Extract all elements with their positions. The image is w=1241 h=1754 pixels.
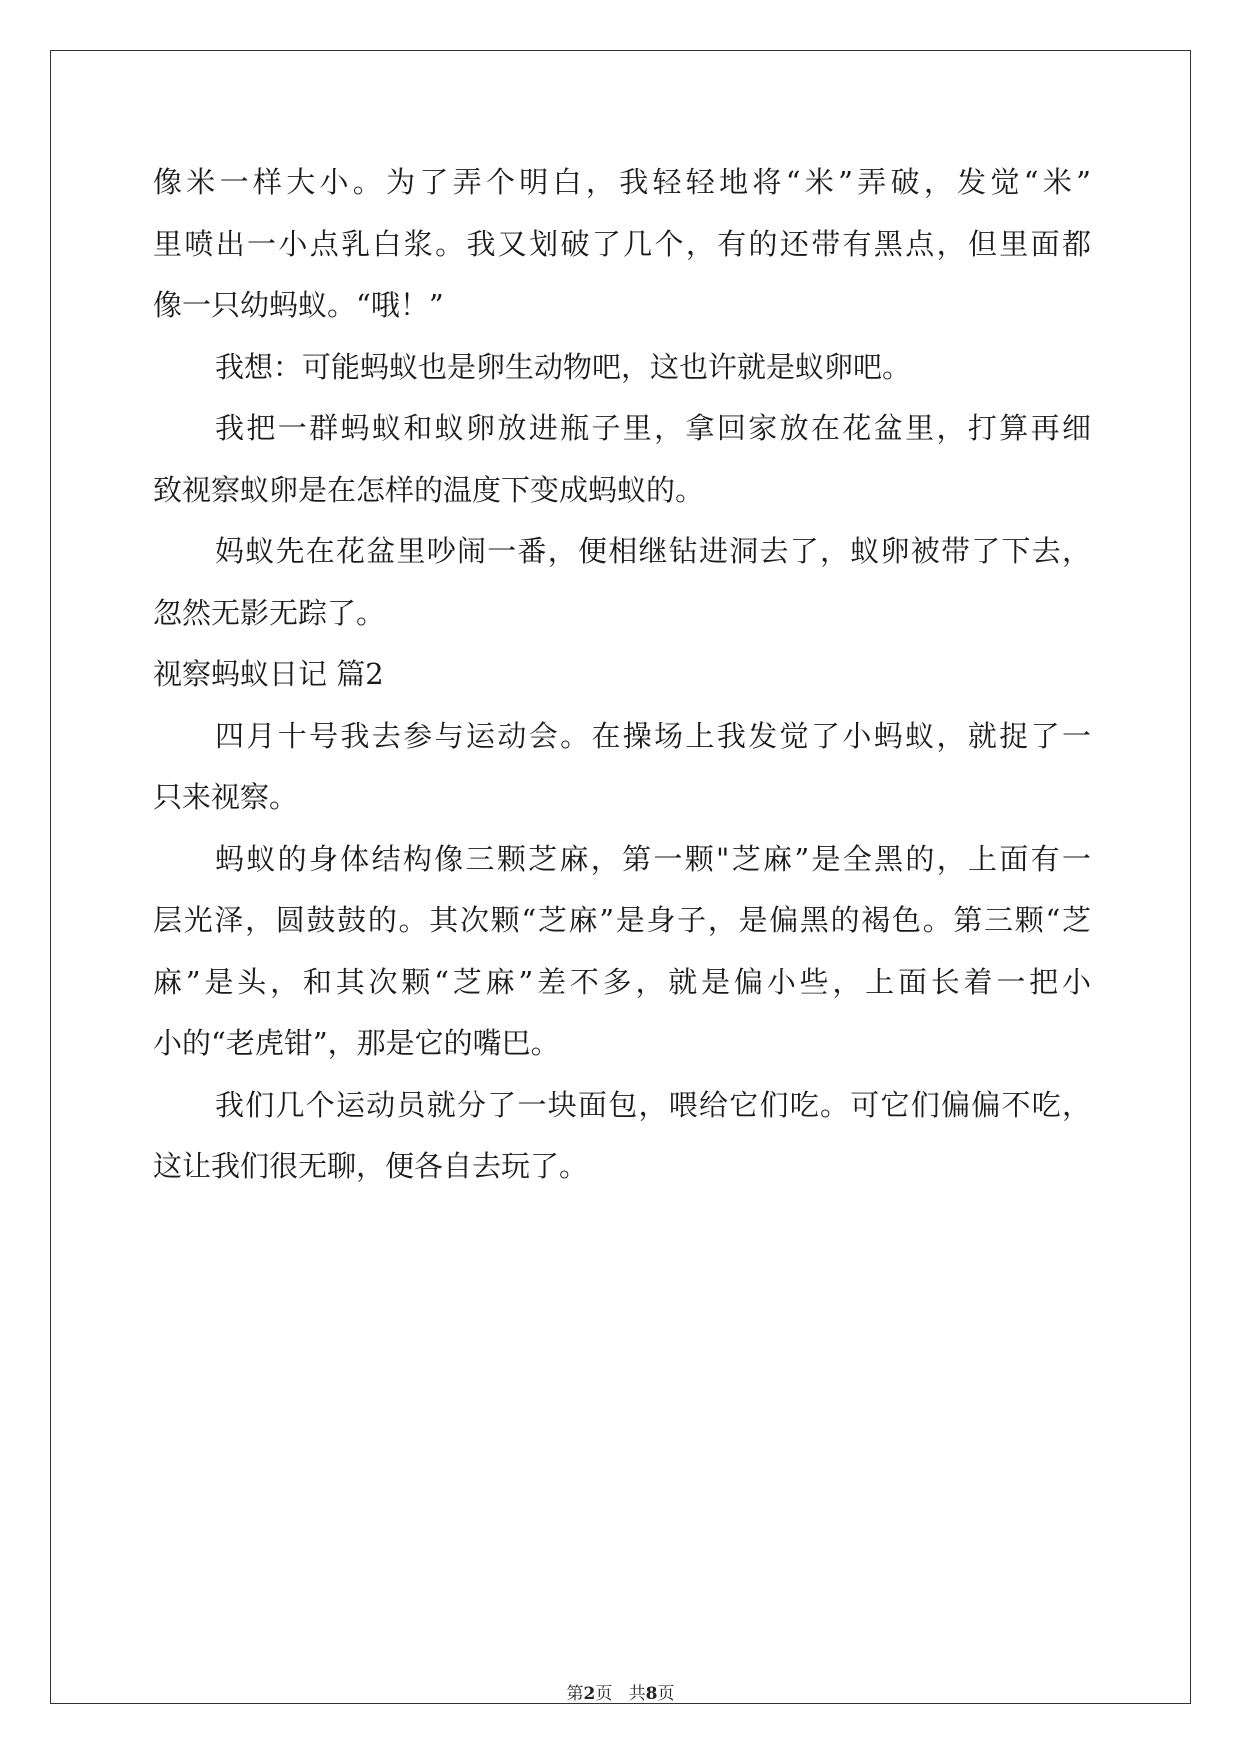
paragraph-line: 层光泽，圆鼓鼓的。其次颗“芝麻”是身子，是偏黑的褐色。第三颗“芝 xyxy=(153,903,1091,937)
paragraph-line: 妈蚁先在花盆里吵闹一番，便相继钻进洞去了，蚁卵被带了下去， xyxy=(215,534,1091,568)
section-heading: 视察蚂蚁日记 篇2 xyxy=(153,657,384,691)
paragraph-line: 蚂蚁的身体结构像三颗芝麻，第一颗"芝麻”是全黑的，上面有一 xyxy=(215,841,1091,876)
paragraph-line: 只来视察。 xyxy=(153,780,299,814)
paragraph-line: 像米一样大小。为了弄个明白，我轻轻地将“米”弄破，发觉“米” xyxy=(153,165,1091,199)
paragraph-line: 像一只幼蚂蚁。“哦！” xyxy=(153,288,444,322)
paragraph-line: 我把一群蚂蚁和蚁卵放进瓶子里，拿回家放在花盆里，打算再细 xyxy=(215,411,1091,445)
page-total-number: 8 xyxy=(645,1684,658,1704)
page-suffix: 页 xyxy=(657,1684,675,1704)
paragraph-line: 致视察蚁卵是在怎样的温度下变成蚂蚁的。 xyxy=(153,472,705,507)
page-mid: 页 共 xyxy=(595,1684,646,1704)
paragraph-line: 麻”是头，和其次颗“芝麻”差不多，就是偏小些，上面长着一把小 xyxy=(153,964,1091,999)
page-prefix: 第 xyxy=(566,1684,584,1704)
paragraph-line: 四月十号我去参与运动会。在操场上我发觉了小蚂蚁，就捉了一 xyxy=(215,718,1091,753)
page-footer xyxy=(0,1683,1241,1705)
document-body xyxy=(153,152,1091,1198)
paragraph-line: 小的“老虎钳”，那是它的嘴巴。 xyxy=(153,1026,560,1060)
paragraph-line: 里喷出一小点乳白浆。我又划破了几个，有的还带有黑点，但里面都 xyxy=(153,226,1091,261)
paragraph-line: 这让我们很无聊，便各自去玩了。 xyxy=(153,1149,589,1183)
paragraph-line: 忽然无影无踪了。 xyxy=(153,595,386,630)
paragraph-line: 我想：可能蚂蚁也是卵生动物吧，这也许就是蚁卵吧。 xyxy=(215,349,912,384)
paragraph-line: 我们几个运动员就分了一块面包，喂给它们吃。可它们偏偏不吃， xyxy=(215,1087,1091,1122)
page-current-number: 2 xyxy=(583,1684,596,1704)
